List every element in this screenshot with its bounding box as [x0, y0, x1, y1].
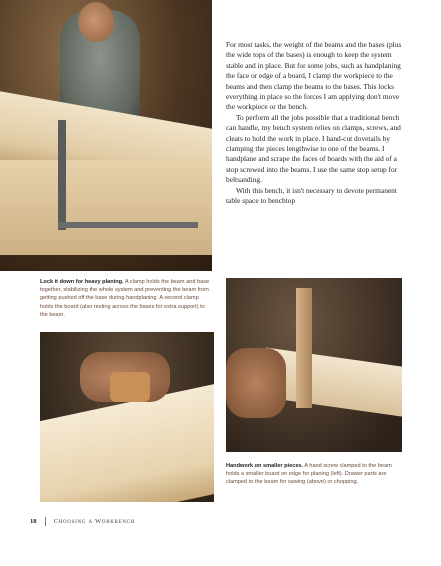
wooden-stop: [110, 372, 150, 402]
chapter-title: Choosing a Workbench: [53, 518, 136, 525]
clamp-bar: [58, 222, 198, 228]
caption-lead: Handwork on smaller pieces.: [226, 463, 304, 469]
body-paragraph-1: For most tasks, the weight of the beams and the bases (plus the wide tops of the bases) is enough to keep the system stable and in place. But for some jobs, such as handplaning the face or edge of a board, I clamp the workpiece to the beams and then clamp the beams to the bases. This locks everything in place so the forces I am applying don't move the workpiece or the bench.: [226, 40, 402, 112]
photo-drawer-parts-clamped: [40, 332, 214, 502]
hand-screw-clamp: [296, 288, 312, 408]
photo-heavy-planing: [0, 0, 212, 271]
woodworker-head: [78, 2, 114, 42]
caption-lead: Lock it down for heavy planing.: [40, 279, 124, 285]
page-number: 18: [30, 518, 37, 525]
photo-handwork-smaller-pieces: [226, 278, 402, 452]
body-paragraph-3: With this bench, it isn't necessary to devote permanent table space to benchtop: [226, 185, 397, 206]
page-footer: [30, 517, 135, 526]
caption-heavy-planing: [40, 278, 212, 319]
bar-clamp: [58, 120, 66, 230]
caption-handwork: [226, 462, 402, 487]
body-paragraph-2: To perform all the jobs possible that a traditional bench can handle, my bench system relies on clamps, screws, and cleats to hold the work in place. I hand-cut dovetails by clamping the pieces lengthwise to one of the beams. I handplane and scrape the faces of boards with the aid of a stop screwed into the beams. I use the same stop setup for beltsanding.: [226, 112, 401, 185]
caption-text: A clamp holds the beam and base together, stabilizing the whole system and preventing the beam from getting pushed off the base during handplaning. A second clamp holds the board (also resting across the bases for extra support) to the beam.: [40, 279, 210, 318]
footer-divider: [45, 517, 46, 526]
caption-text: A hand screw clamped to the beam holds a smaller board on edge for planing (left). Drawer parts are clamped to the beam for sawing (above) or chopping.: [226, 463, 392, 486]
arm: [226, 348, 286, 418]
board: [266, 347, 402, 418]
bench-base: [0, 160, 212, 255]
body-text: [226, 40, 402, 207]
